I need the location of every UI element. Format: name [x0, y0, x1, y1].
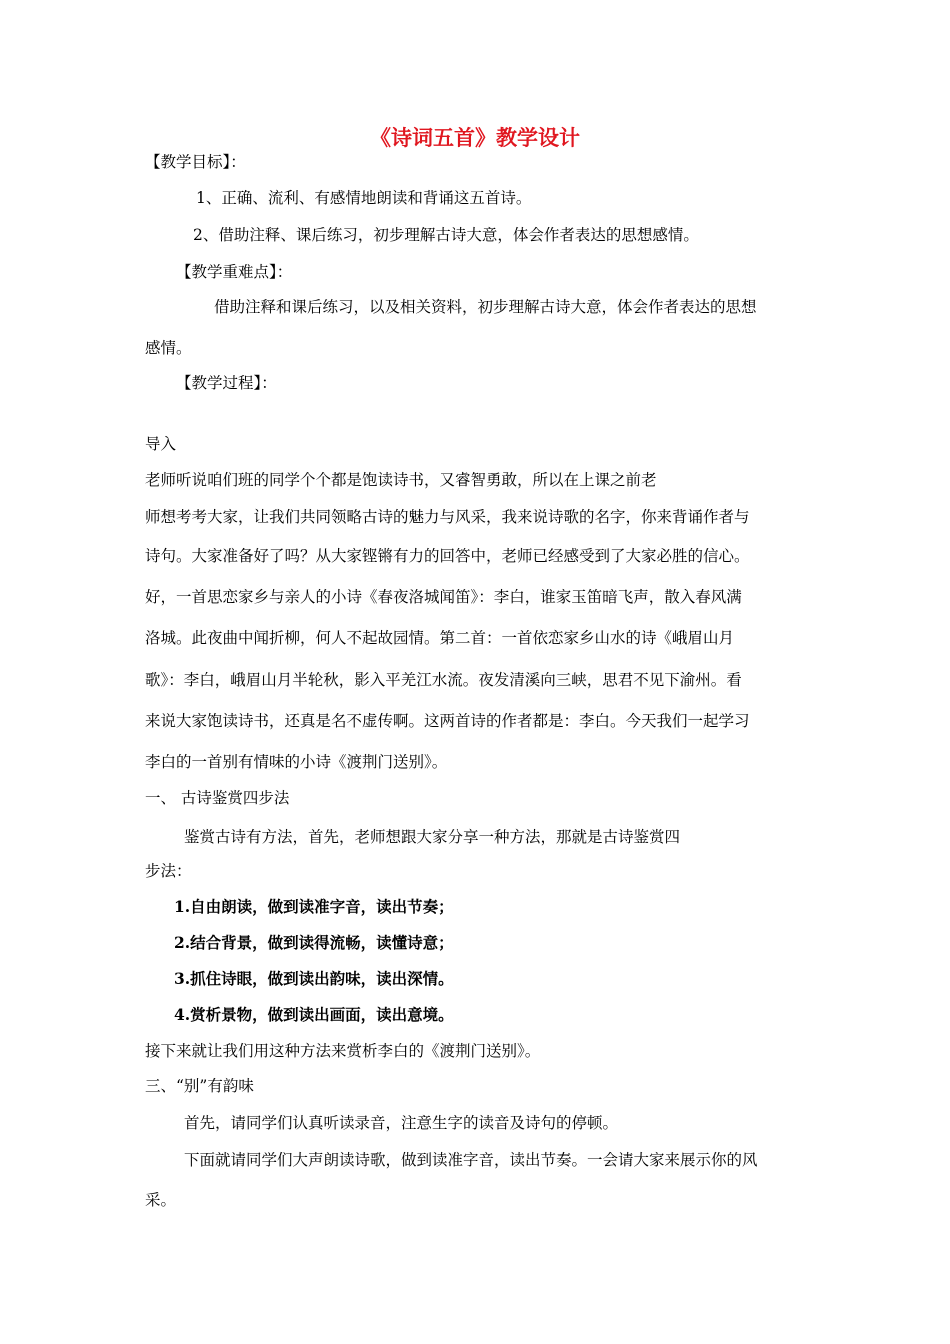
intro-paragraph-line: 好，一首思恋家乡与亲人的小诗《春夜洛城闻笛》：李白，谁家玉笛暗飞声，散入春风满 [145, 588, 742, 606]
section-1-outro: 接下来就让我们用这种方法来赏析李白的《渡荆门送别》。 [145, 1042, 541, 1060]
step-item-2: 2.结合背景，做到读得流畅，读懂诗意； [174, 933, 454, 952]
intro-paragraph-line: 李白的一首别有情味的小诗《渡荆门送别》。 [145, 753, 448, 771]
intro-paragraph-line: 诗句。大家准备好了吗？从大家铿锵有力的回答中，老师已经感受到了大家必胜的信心。 [145, 547, 750, 565]
process-heading: 【教学过程】： [176, 374, 277, 392]
section-3-paragraph: 下面就请同学们大声朗读诗歌，做到读准字音，读出节奏。一会请大家来展示你的风 [184, 1151, 758, 1169]
goal-item-2: 2、借助注释、课后练习，初步理解古诗大意，体会作者表达的思想感情。 [193, 226, 699, 244]
intro-paragraph-line: 歌》：李白，峨眉山月半轮秋，影入平羌江水流。夜发清溪向三峡，思君不见下渝州。看 [145, 671, 742, 689]
section-1-paragraph: 鉴赏古诗有方法，首先，老师想跟大家分享一种方法，那就是古诗鉴赏四 [184, 828, 681, 846]
intro-heading: 导入 [145, 435, 177, 453]
step-item-1: 1.自由朗读，做到读准字音，读出节奏； [174, 897, 454, 916]
section-1-heading: 一、 古诗鉴赏四步法 [145, 789, 290, 807]
goal-item-1: 1、正确、流利、有感情地朗读和背诵这五首诗。 [196, 189, 532, 207]
key-points-text-continued: 感情。 [145, 339, 192, 357]
section-1-paragraph-continued: 步法： [145, 862, 192, 880]
key-points-text: 借助注释和课后练习，以及相关资料，初步理解古诗大意，体会作者表达的思想 [214, 298, 757, 316]
section-3-paragraph: 首先，请同学们认真听读录音，注意生字的读音及诗句的停顿。 [184, 1114, 619, 1132]
document-title: 《诗词五首》教学设计 [370, 125, 580, 150]
intro-paragraph-line: 师想考考大家，让我们共同领略古诗的魅力与风采，我来说诗歌的名字，你来背诵作者与 [145, 508, 750, 526]
step-item-3: 3.抓住诗眼，做到读出韵味，读出深情。 [174, 969, 454, 988]
goals-heading: 【教学目标】： [145, 153, 246, 171]
section-3-paragraph-continued: 采。 [145, 1191, 177, 1209]
intro-paragraph-line: 老师听说咱们班的同学个个都是饱读诗书，又睿智勇敢，所以在上课之前老 [145, 471, 657, 489]
key-points-heading: 【教学重难点】： [176, 263, 293, 281]
intro-paragraph-line: 来说大家饱读诗书，还真是名不虚传啊。这两首诗的作者都是：李白。今天我们一起学习 [145, 712, 750, 730]
section-3-heading: 三、“别”有韵味 [145, 1077, 254, 1095]
intro-paragraph-line: 洛城。此夜曲中闻折柳，何人不起故园情。第二首：一首依恋家乡山水的诗《峨眉山月 [145, 629, 735, 647]
step-item-4: 4.赏析景物，做到读出画面，读出意境。 [174, 1005, 454, 1024]
